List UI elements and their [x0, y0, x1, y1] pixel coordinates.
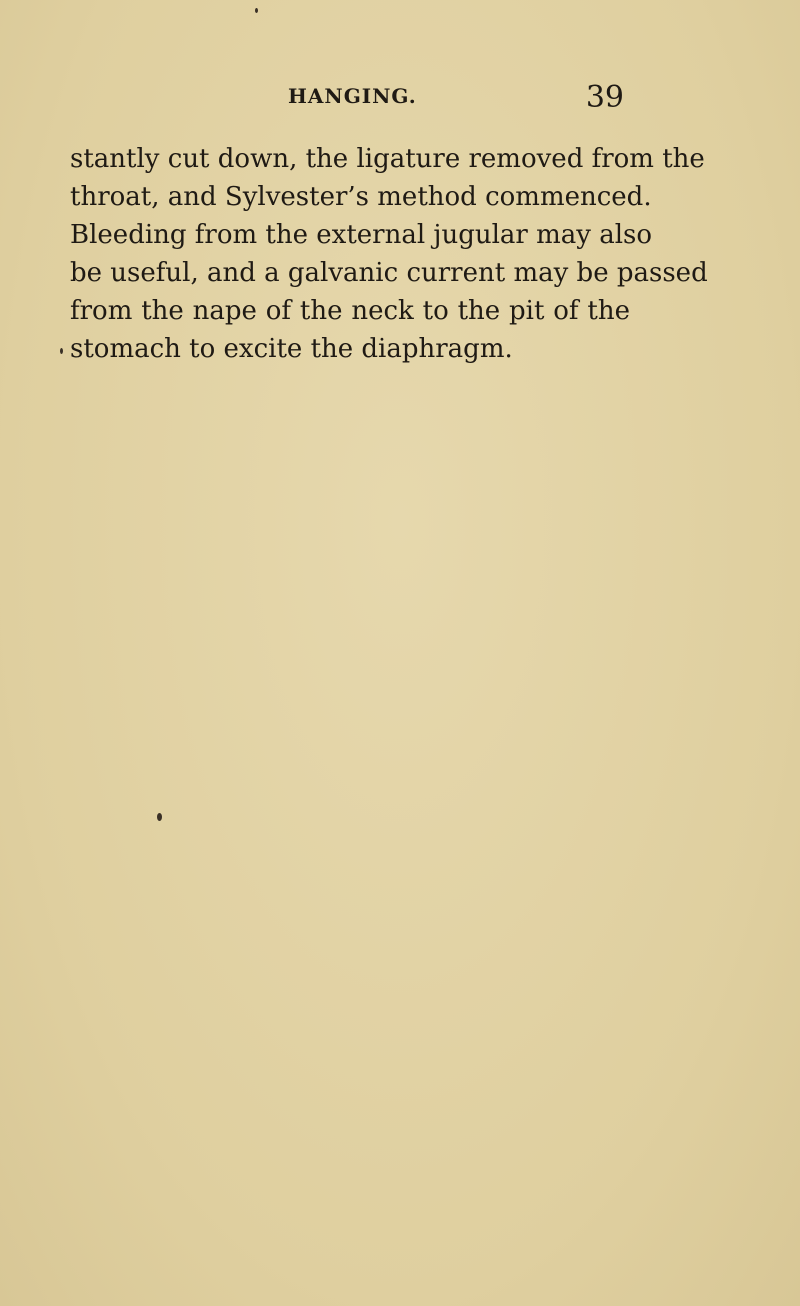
ink-speck — [157, 813, 162, 821]
body-paragraph — [70, 140, 708, 368]
text-line: from the nape of the neck to the pit of the — [70, 296, 630, 326]
ink-speck — [60, 348, 63, 354]
text-line: stantly cut down, the ligature removed from the — [70, 144, 705, 174]
text-line: be useful, and a galvanic current may be passed — [70, 258, 708, 288]
running-head — [70, 82, 630, 118]
page-number: 39 — [585, 80, 624, 115]
text-line: stomach to excite the diaphragm. — [70, 334, 513, 364]
running-title: HANGING. — [288, 84, 417, 108]
text-line: Bleeding from the external jugular may also — [70, 220, 653, 250]
ink-speck — [255, 8, 258, 13]
text-line: throat, and Sylvester’s method commenced. — [70, 182, 652, 212]
